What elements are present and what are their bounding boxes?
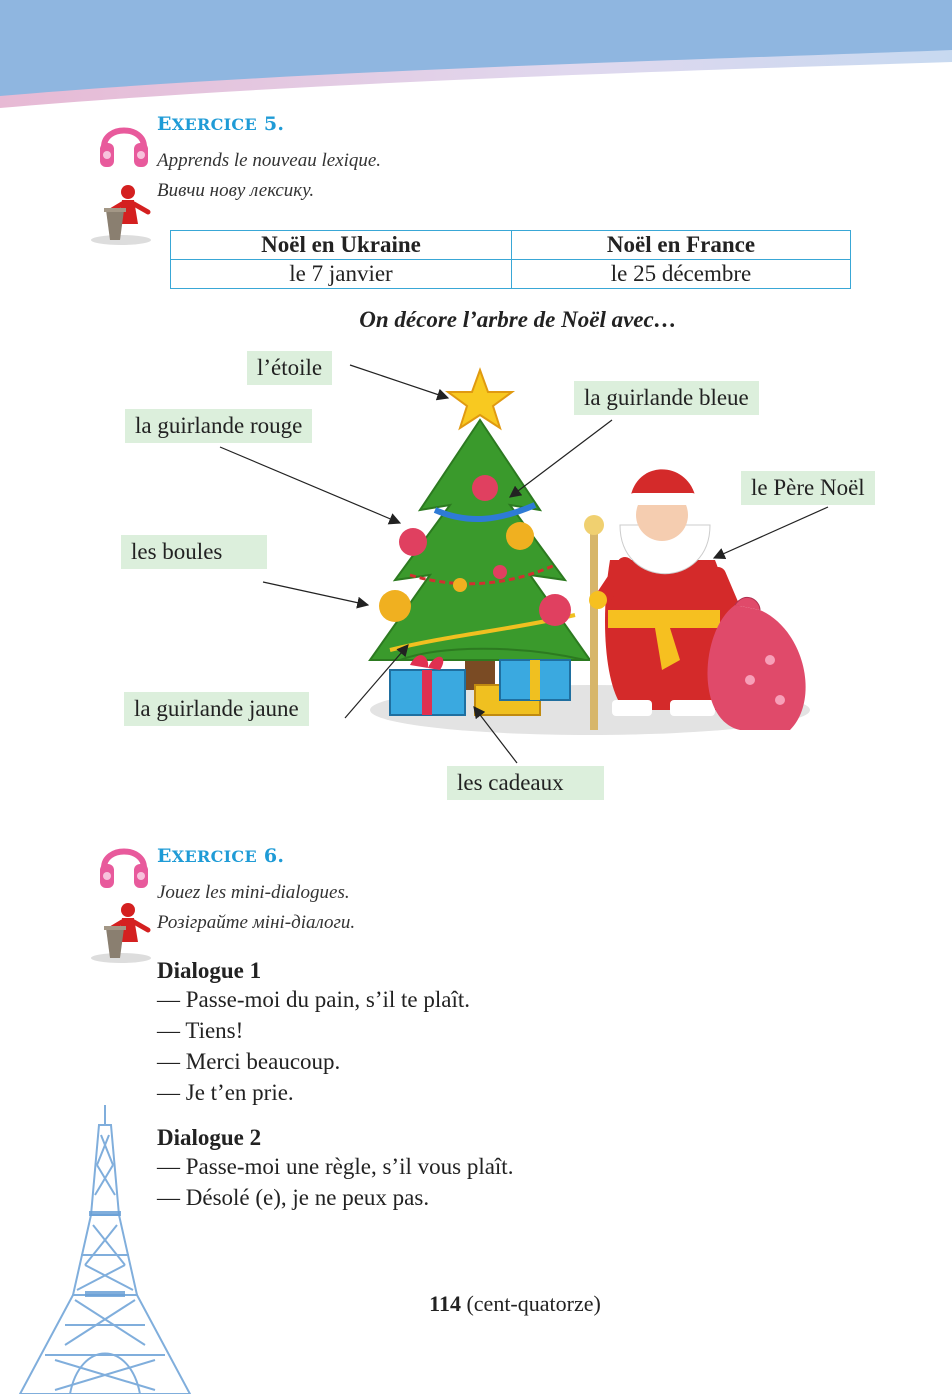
exercise-word: E: [157, 845, 172, 867]
dialogue-line: — Je t’en prie.: [157, 1080, 294, 1105]
table-header-cell: Noël en France: [512, 231, 851, 260]
label-etoile: l’étoile: [247, 351, 332, 385]
exercise-number: 5.: [263, 113, 285, 135]
label-guirlande-bleue: la guirlande bleue: [574, 381, 759, 415]
label-cadeaux: les cadeaux: [447, 766, 604, 800]
dialogue-2: [157, 1125, 513, 1213]
eiffel-tower-icon: [15, 1105, 195, 1394]
dialogue-1: [157, 958, 470, 1108]
headphones-icon: [98, 836, 150, 891]
dialogue-line: — Merci beaucoup.: [157, 1049, 341, 1074]
dialogue-title: Dialogue 2: [157, 1125, 262, 1150]
exercise-word: E: [157, 113, 172, 135]
table-cell: le 25 décembre: [512, 260, 851, 289]
dialogue-line: — Passe-moi une règle, s’il vous plaît.: [157, 1154, 514, 1179]
label-boules: les boules: [121, 535, 267, 569]
exercise-word-rest: XERCICE: [171, 847, 257, 866]
exercise-5-instruction-fr: Apprends le nouveau lexique.: [157, 150, 382, 171]
speaker-figure-icon: [88, 898, 154, 964]
dialogue-line: — Désolé (e), je ne peux pas.: [157, 1185, 430, 1210]
label-guirlande-jaune: la guirlande jaune: [124, 692, 309, 726]
label-pere-noel: le Père Noël: [741, 471, 875, 505]
tree-caption: On décore l’arbre de Noël avec…: [359, 307, 677, 332]
exercise-6-title: [157, 845, 284, 867]
label-guirlande-rouge: la guirlande rouge: [125, 409, 312, 443]
page-number-words: (cent-quatorze): [466, 1291, 601, 1316]
exercise-number: 6.: [263, 845, 285, 867]
table-cell: le 7 janvier: [171, 260, 512, 289]
exercise-word-rest: XERCICE: [171, 115, 257, 134]
page-number: [0, 1291, 952, 1317]
table-header-cell: Noël en Ukraine: [171, 231, 512, 260]
dialogue-title: Dialogue 1: [157, 958, 262, 983]
dialogue-line: — Passe-moi du pain, s’il te plaît.: [157, 987, 471, 1012]
dialogue-line: — Tiens!: [157, 1018, 244, 1043]
exercise-6-instruction-fr: Jouez les mini-dialogues.: [157, 882, 350, 903]
page-number-value: 114: [429, 1291, 461, 1316]
exercise-6-instruction-uk: Розіграйте міні-діалоги.: [157, 912, 356, 933]
exercise-5-instruction-uk: Вивчи нову лексику.: [157, 180, 315, 201]
